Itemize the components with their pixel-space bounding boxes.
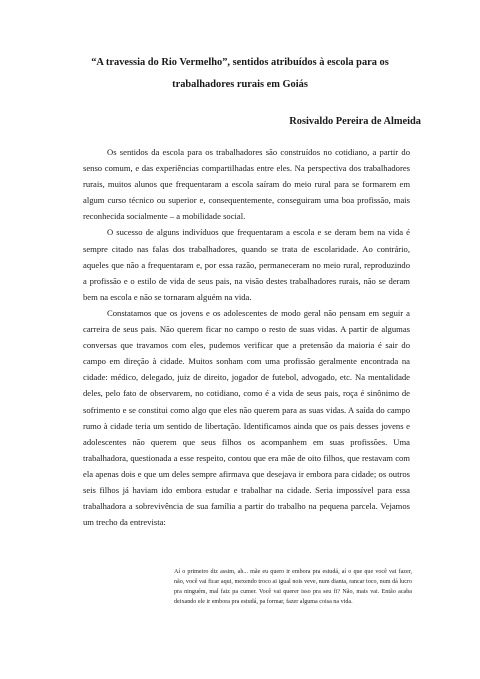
paragraph: O sucesso de alguns indivíduos que frequentaram a escola e se deram bem na vida é sempre citado nas falas dos trabalhadores, quando se trata de escolaridade. Ao contrário, aqueles que não a frequentaram e, por essa razão, permaneceram no meio rural, reproduzindo a profissão e o estilo de vida de seus pais, na visão destes trabalhadores rurais, não se deram bem na escola e não se tornaram alguém na vida. — [83, 227, 410, 302]
paragraph: Os sentidos da escola para os trabalhadores são construídos no cotidiano, a partir do senso comum, e das experiências compartilhadas entre eles. Na perspectiva dos trabalhadores rurais, muitos alunos que frequentaram a escola saíram do meio rural para se formarem em algum curso técnico ou superior e, consequentemente, conseguiram uma boa profissão, mais reconhecida socialmente – a mobilidade social. — [83, 147, 410, 222]
body-text — [83, 144, 410, 530]
quote-text: Aí o primeiro diz assim, ah... mãe eu quero ir embora pra estudá, aí o que que você vai fazer, não, você vai ficar aqui, mexendo troco ai igual nois veve, num dianta, rancar toco, num dá lucro pra ninguém, mal faiz pa cumer. Você vai querer isso pra seu fi? Não, mais vai. Então acaba deixando ele ir embora pra estudá, pa formar, fazer alguma coisa na vida. — [174, 569, 412, 605]
interview-quote — [174, 567, 412, 607]
paragraph: Constatamos que os jovens e os adolescentes de modo geral não pensam em seguir a carreira de seus pais. Não querem ficar no campo o resto de suas vidas. A partir de algumas conversas que travamos com eles, pudemos verificar que a pretensão da maioria é sair do campo em direção à cidade. Muitos sonham com uma profissão geralmente encontrada na cidade: médico, delegado, juiz de direito, jogador de futebol, advogado, etc. Na mentalidade deles, pelo fato de observarem, no cotidiano, como é a vida de seus pais, roça é sinônimo de sofrimento e se constitui como algo que eles não querem para as suas vidas. A saída do campo rumo à cidade teria um sentido de libertação. Identificamos ainda que os pais desses jovens e adolescentes não querem que seus filhos os acompanhem em suas profissões. Uma trabalhadora, questionada a esse respeito, contou que era mãe de oito filhos, que restavam com ela apenas dois e que um deles sempre afirmava que desejava ir embora para cidade; os outros seis filhos já haviam ido embora estudar e trabalhar na cidade. Seria impossível para essa trabalhadora a sobrevivência de sua família a partir do trabalho na pequena parcela. Vejamos um trecho da entrevista: — [83, 307, 410, 528]
author-name: Rosivaldo Pereira de Almeida — [289, 116, 421, 127]
document-title: “A travessia do Rio Vermelho”, sentidos atribuídos à escola para os trabalhadores rurais em Goiás — [91, 57, 389, 90]
